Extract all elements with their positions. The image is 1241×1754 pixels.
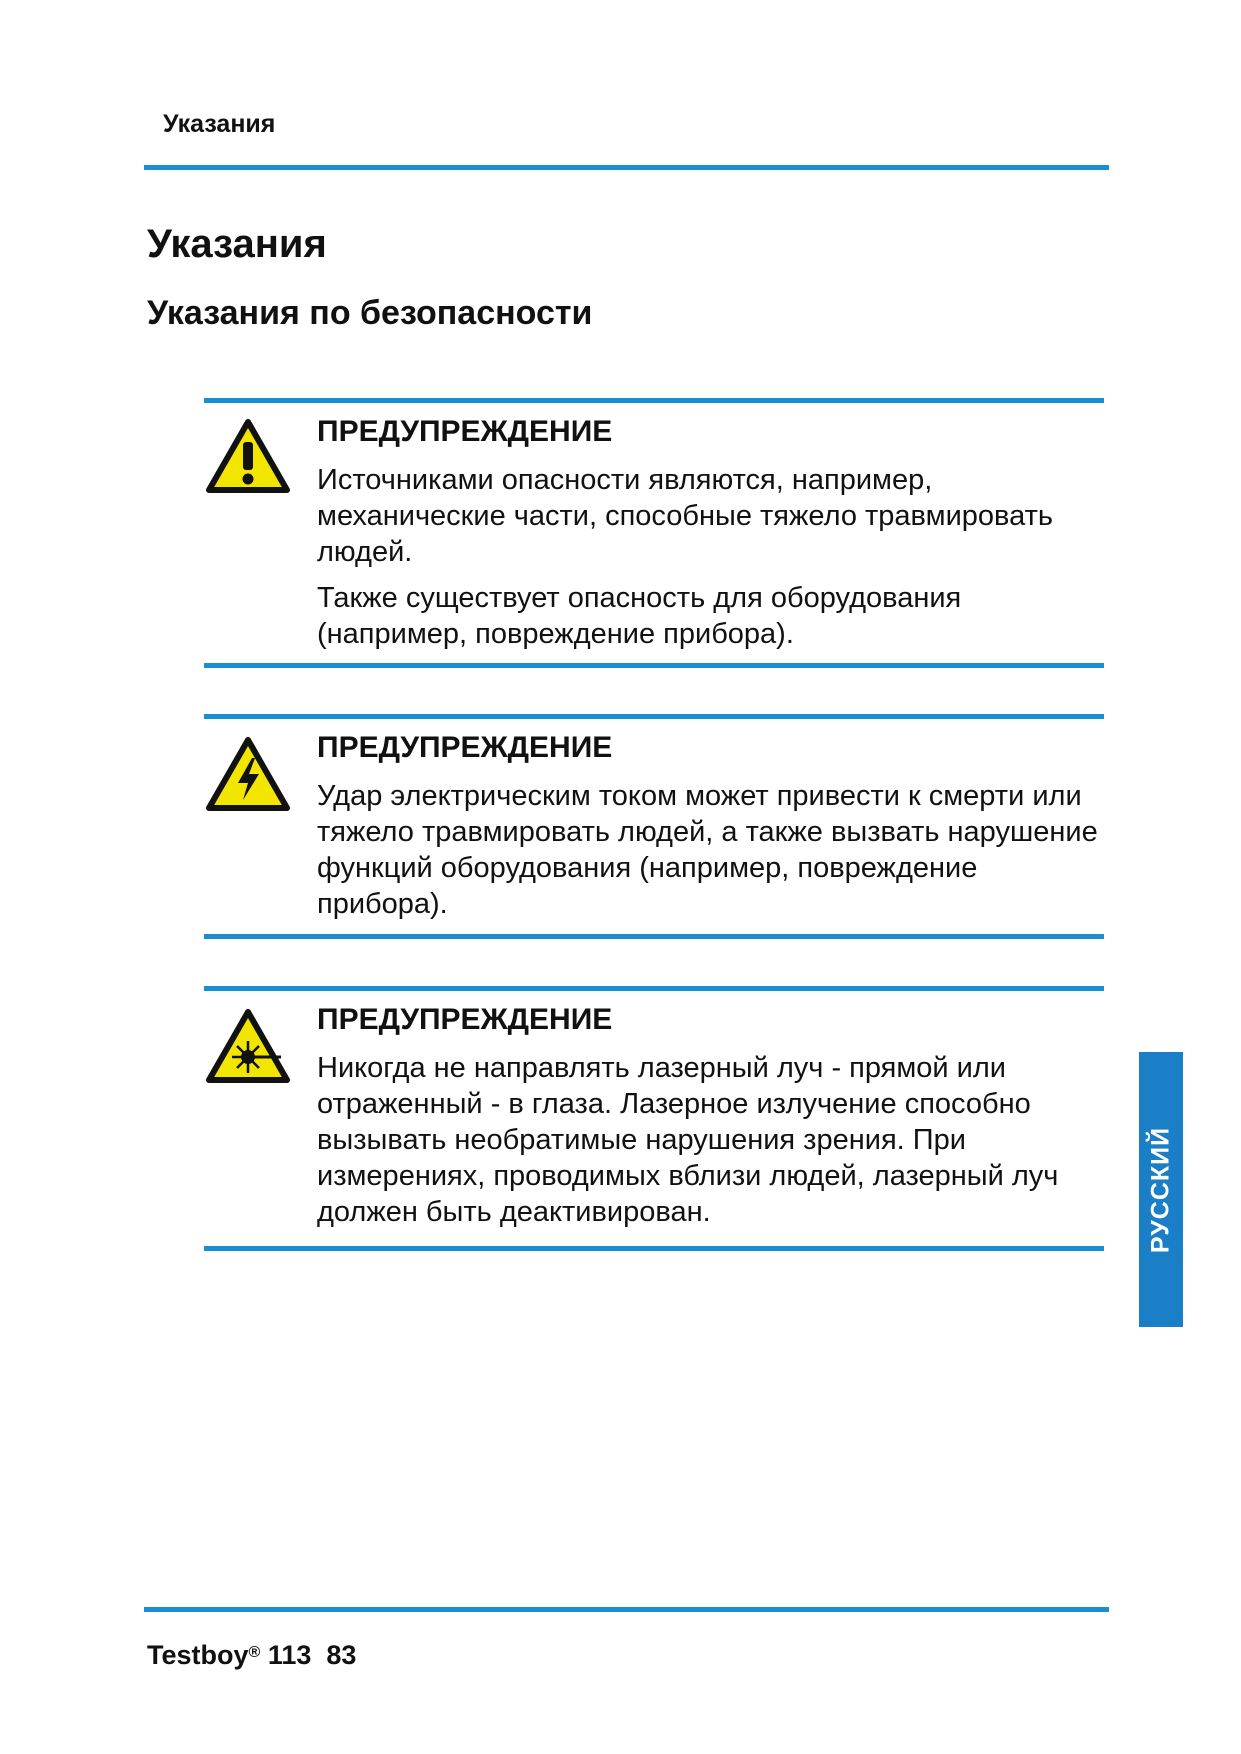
warning-paragraph: Удар электрическим током может привести к смерти или тяжело травмировать людей, а также вызвать нарушение функций оборудования (например, повреждение прибора). (317, 780, 1098, 920)
warning-box-bottom-rule (204, 934, 1104, 939)
footer-model: 113 (267, 1640, 312, 1670)
general-warning-icon (205, 418, 291, 494)
footer-brand: Testboy (147, 1640, 249, 1670)
warning-box-bottom-rule (204, 663, 1104, 668)
language-tab[interactable] (1139, 1052, 1183, 1327)
warning-text (317, 730, 1107, 932)
warning-paragraph: Также существует опасность для оборудования (например, повреждение прибора). (317, 582, 962, 650)
warning-paragraph: Никогда не направлять лазерный луч - прямой или отраженный - в глаза. Лазерное излучение способно вызывать необратимые нарушения зрения. При измерениях, проводимых вблизи людей, лазерный луч должен быть деактивирован. (317, 1052, 1059, 1228)
warning-box-top-rule (204, 714, 1104, 719)
warning-box-top-rule (204, 398, 1104, 403)
header-rule (144, 165, 1109, 170)
warning-paragraph: Источниками опасности являются, например, механические части, способные тяжело травмировать людей. (317, 464, 1053, 568)
warning-heading: ПРЕДУПРЕЖДЕНИЕ (317, 415, 613, 448)
warning-heading: ПРЕДУПРЕЖДЕНИЕ (317, 731, 613, 764)
warning-box-bottom-rule (204, 1246, 1104, 1251)
warning-heading: ПРЕДУПРЕЖДЕНИЕ (317, 1003, 613, 1036)
section-title: Указания по безопасности (147, 294, 593, 332)
warning-text (317, 1002, 1107, 1240)
laser-warning-icon (205, 1008, 291, 1084)
footer (147, 1640, 356, 1671)
page-title: Указания (147, 222, 327, 266)
warning-text (317, 414, 1107, 662)
running-header: Указания (163, 110, 276, 138)
page-number: 83 (326, 1640, 357, 1670)
warning-box-top-rule (204, 986, 1104, 991)
footer-rule (144, 1607, 1109, 1612)
registered-mark: ® (248, 1644, 261, 1661)
language-tab-label: РУССКИЙ (1146, 1126, 1175, 1253)
electric-shock-warning-icon (205, 736, 291, 812)
